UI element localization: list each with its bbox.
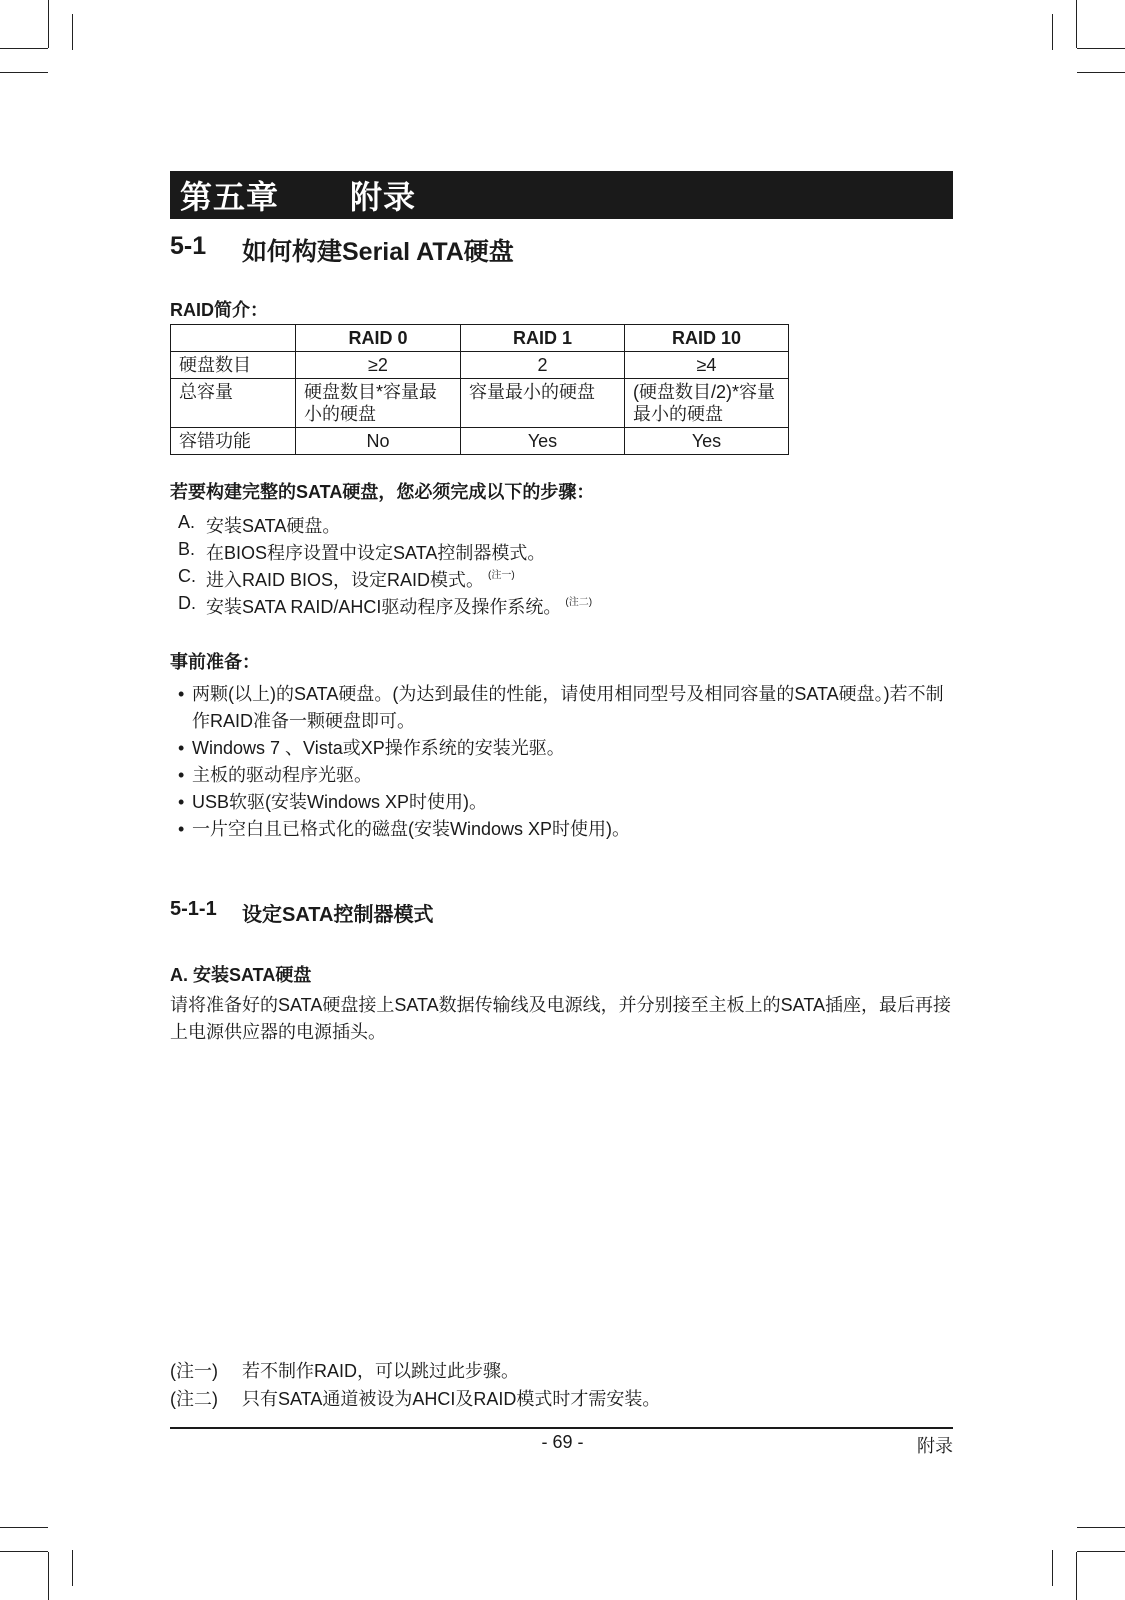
prep-heading: 事前准备：	[170, 652, 260, 672]
footnote-label: (注二)	[170, 1389, 218, 1409]
crop-mark	[0, 1551, 48, 1552]
prep-text: 主板的驱动程序光驱。	[192, 765, 372, 785]
step-label: D.	[178, 593, 196, 613]
section-number: 5-1	[170, 232, 207, 260]
step-label: B.	[178, 539, 196, 559]
footnotes	[170, 1357, 660, 1413]
crop-mark	[72, 1550, 73, 1586]
list-item	[178, 593, 592, 620]
table-cell: 硬盘数目	[171, 352, 296, 379]
table-cell: 容错功能	[171, 428, 296, 455]
prep-text: Windows 7 、Vista或XP操作系统的安装光驱。	[192, 738, 565, 758]
footnote-text: 若不制作RAID，可以跳过此步骤。	[242, 1361, 520, 1381]
prep-text: 一片空白且已格式化的磁盘(安装Windows XP时使用)。	[192, 819, 631, 839]
step-text: 进入RAID BIOS，设定RAID模式。	[206, 570, 485, 590]
footnote	[170, 1357, 660, 1385]
prep-list	[178, 681, 958, 843]
bullet-icon: •	[178, 792, 185, 812]
list-item	[178, 762, 958, 789]
crop-mark	[1077, 1527, 1125, 1528]
bullet-icon: •	[178, 819, 185, 839]
table-cell: 容量最小的硬盘	[461, 379, 625, 428]
table-cell: 硬盘数目*容量最小的硬盘	[296, 379, 461, 428]
bullet-icon: •	[178, 738, 185, 758]
crop-mark	[0, 1527, 48, 1528]
table-header-cell: RAID 10	[625, 325, 789, 352]
table-header-row	[171, 325, 789, 352]
table-header-cell: RAID 1	[461, 325, 625, 352]
bullet-icon: •	[178, 765, 185, 785]
table-row	[171, 352, 789, 379]
chapter-title: 附录	[350, 179, 417, 215]
crop-mark	[0, 48, 48, 49]
footnote-text: 只有SATA通道被设为AHCI及RAID模式时才需安装。	[242, 1389, 661, 1409]
footer-divider	[170, 1427, 953, 1429]
install-paragraph: 请将准备好的SATA硬盘接上SATA数据传输线及电源线，并分别接至主板上的SATA插座，最后再接上电源供应器的电源插头。	[170, 995, 952, 1042]
subsection-title: 设定SATA控制器模式	[242, 904, 434, 926]
subsection-number: 5-1-1	[170, 898, 217, 920]
step-label: C.	[178, 566, 196, 586]
crop-mark	[1052, 1550, 1053, 1586]
crop-mark	[1077, 1551, 1125, 1552]
table-cell: Yes	[461, 428, 625, 455]
list-item	[178, 539, 592, 566]
crop-mark	[1076, 1552, 1077, 1600]
chapter-number: 第五章	[180, 179, 280, 215]
raid-intro-heading: RAID简介：	[170, 300, 268, 320]
bullet-icon: •	[178, 684, 185, 704]
step-text: 安装SATA硬盘。	[206, 516, 341, 536]
raid-table	[170, 324, 789, 455]
crop-mark	[72, 14, 73, 50]
prep-text: USB软驱(安装Windows XP时使用)。	[192, 792, 488, 812]
crop-mark	[1077, 72, 1125, 73]
chapter-header	[170, 171, 953, 219]
prep-text: 两颗(以上)的SATA硬盘。(为达到最佳的性能，请使用相同型号及相同容量的SATA硬盘。)若不制作RAID准备一颗硬盘即可。	[192, 684, 944, 731]
table-cell: No	[296, 428, 461, 455]
crop-mark	[1077, 48, 1125, 49]
crop-mark	[48, 1552, 49, 1600]
step-text: 在BIOS程序设置中设定SATA控制器模式。	[206, 543, 546, 563]
table-header-cell	[171, 325, 296, 352]
page-number: - 69 -	[541, 1432, 584, 1452]
section-title: 如何构建Serial ATA硬盘	[242, 238, 514, 266]
list-item	[178, 789, 958, 816]
table-cell: (硬盘数目/2)*容量最小的硬盘	[625, 379, 789, 428]
install-heading: A. 安装SATA硬盘	[170, 965, 312, 985]
crop-mark	[0, 72, 48, 73]
crop-mark	[1052, 14, 1053, 50]
list-item	[178, 816, 958, 843]
footer-section-label: 附录	[917, 1436, 953, 1456]
table-cell: 总容量	[171, 379, 296, 428]
footnote-label: (注一)	[170, 1361, 218, 1381]
list-item	[178, 735, 958, 762]
list-item	[178, 512, 592, 539]
table-row	[171, 428, 789, 455]
footnote	[170, 1385, 660, 1413]
steps-list	[178, 512, 592, 620]
table-cell: 2	[461, 352, 625, 379]
footnote-ref: (注一)	[488, 570, 515, 581]
subsection-heading	[170, 898, 433, 927]
crop-mark	[48, 0, 49, 48]
table-cell: Yes	[625, 428, 789, 455]
step-text: 安装SATA RAID/AHCI驱动程序及操作系统。	[206, 597, 562, 617]
step-label: A.	[178, 512, 196, 532]
table-header-cell: RAID 0	[296, 325, 461, 352]
table-cell: ≥2	[296, 352, 461, 379]
table-row	[171, 379, 789, 428]
steps-heading: 若要构建完整的SATA硬盘，您必须完成以下的步骤：	[170, 482, 595, 502]
list-item	[178, 681, 958, 735]
footnote-ref: (注二)	[565, 597, 593, 608]
table-cell: ≥4	[625, 352, 789, 379]
list-item	[178, 566, 592, 593]
crop-mark	[1076, 0, 1077, 48]
section-heading	[170, 232, 514, 268]
